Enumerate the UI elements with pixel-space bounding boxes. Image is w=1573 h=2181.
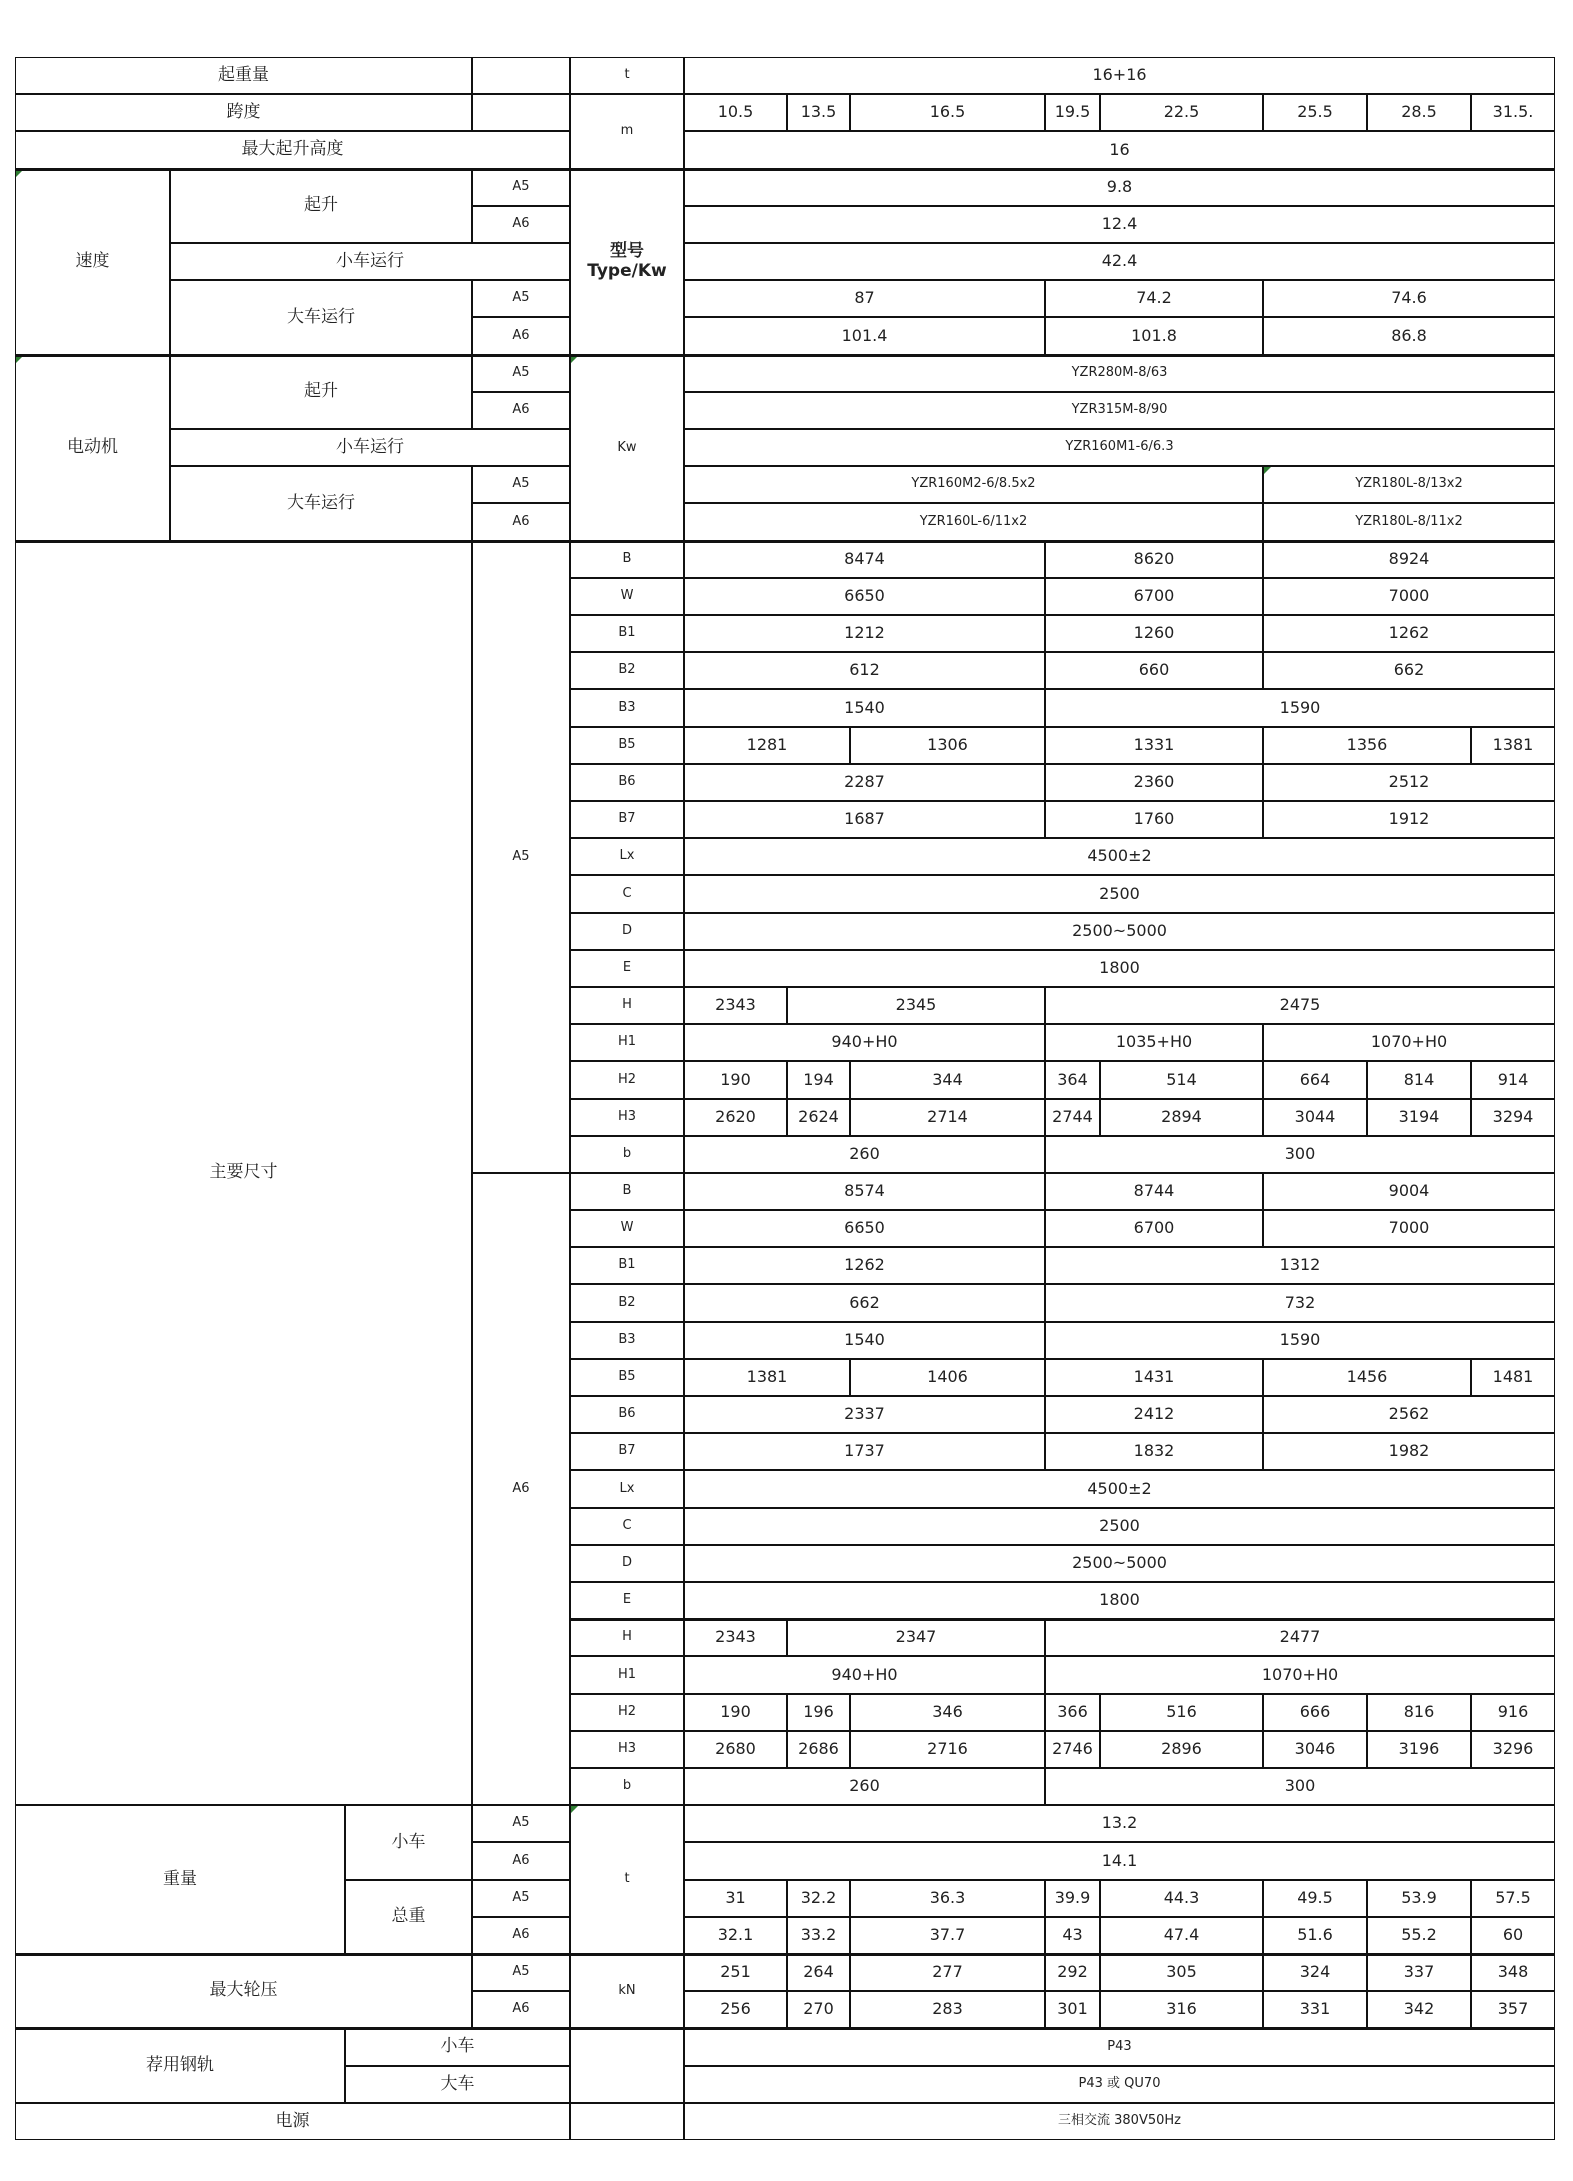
dim-value: 8924 [1263, 541, 1555, 578]
group-label-wheel-load: 最大轮压 [15, 1954, 472, 2028]
wheel-load-value: 331 [1263, 1991, 1367, 2028]
dim-value: 2477 [1045, 1619, 1555, 1656]
label-trolley-weight: 小车 [345, 1805, 472, 1880]
span-value: 13.5 [787, 94, 850, 131]
power-value: 三相交流 380V50Hz [684, 2103, 1555, 2140]
dim-value: 4500±2 [684, 1470, 1555, 1508]
dim-value: 662 [1263, 652, 1555, 689]
motor-model: YZR280M-8/63 [684, 355, 1555, 392]
dim-value: 1035+H0 [1045, 1024, 1263, 1061]
speed-value: 42.4 [684, 243, 1555, 280]
label-hoist: 起升 [170, 169, 472, 243]
dim-value: 6700 [1045, 578, 1263, 615]
dim-value: 662 [684, 1284, 1045, 1322]
weight-value: 55.2 [1367, 1917, 1471, 1954]
weight-value: 32.1 [684, 1917, 787, 1954]
row-label-span: 跨度 [15, 94, 472, 131]
dim-value: 1800 [684, 1582, 1555, 1619]
weight-value: 14.1 [684, 1842, 1555, 1880]
dim-value: 3296 [1471, 1731, 1555, 1768]
wheel-load-value: 251 [684, 1954, 787, 1991]
group-label-speed: 速度 [15, 169, 170, 355]
dim-value: 2686 [787, 1731, 850, 1768]
unit-kn: kN [570, 1954, 684, 2028]
dim-value: 2412 [1045, 1396, 1263, 1433]
cell-comment-marker [16, 356, 23, 363]
dim-value: 7000 [1263, 578, 1555, 615]
dim-label-b6: B6 [570, 764, 684, 801]
grade-a5: A5 [472, 355, 570, 392]
label-rail-trolley: 小车 [345, 2028, 570, 2066]
label-crane-travel: 大车运行 [170, 280, 472, 355]
grade-a5: A5 [472, 1880, 570, 1917]
dim-value: 3044 [1263, 1099, 1367, 1136]
dim-label-w: W [570, 1210, 684, 1247]
dim-label-b: b [570, 1768, 684, 1805]
dim-value: 664 [1263, 1061, 1367, 1099]
span-value: 31.5. [1471, 94, 1555, 131]
section-divider [15, 2027, 1555, 2030]
dim-value: 516 [1100, 1694, 1263, 1731]
dim-value: 2347 [787, 1619, 1045, 1656]
label-total-weight: 总重 [345, 1880, 472, 1954]
span-value: 28.5 [1367, 94, 1471, 131]
dim-label-b3: B3 [570, 689, 684, 727]
dim-value: 1687 [684, 801, 1045, 838]
dim-value: 1331 [1045, 727, 1263, 764]
span-value: 10.5 [684, 94, 787, 131]
dim-value: 1982 [1263, 1433, 1555, 1470]
dim-value: 1431 [1045, 1359, 1263, 1396]
span-value: 16.5 [850, 94, 1045, 131]
dim-value: 190 [684, 1694, 787, 1731]
span-value: 19.5 [1045, 94, 1100, 131]
dim-value: 816 [1367, 1694, 1471, 1731]
section-divider [15, 354, 1555, 357]
dim-value: 2345 [787, 987, 1045, 1024]
dim-value: 1406 [850, 1359, 1045, 1396]
cell-comment-marker [1264, 467, 1271, 474]
weight-value: 37.7 [850, 1917, 1045, 1954]
dim-value: 8474 [684, 541, 1045, 578]
wheel-load-value: 283 [850, 1991, 1045, 2028]
speed-value: 9.8 [684, 169, 1555, 206]
dim-value: 364 [1045, 1061, 1100, 1099]
span-value: 22.5 [1100, 94, 1263, 131]
dim-value: 300 [1045, 1768, 1555, 1805]
unit-kw: Kw [570, 355, 684, 541]
dim-value: 1260 [1045, 615, 1263, 652]
weight-value: 49.5 [1263, 1880, 1367, 1917]
dim-value: 732 [1045, 1284, 1555, 1322]
dim-value: 916 [1471, 1694, 1555, 1731]
wheel-load-value: 305 [1100, 1954, 1263, 1991]
rail-value: P43 [684, 2028, 1555, 2066]
dim-value: 3046 [1263, 1731, 1367, 1768]
grade-a6: A6 [472, 317, 570, 355]
motor-model: YZR160M2-6/8.5x2 [684, 466, 1263, 503]
dim-value: 2287 [684, 764, 1045, 801]
speed-value: 101.8 [1045, 317, 1263, 355]
dim-value: 814 [1367, 1061, 1471, 1099]
dim-value: 1381 [684, 1359, 850, 1396]
weight-value: 43 [1045, 1917, 1100, 1954]
motor-model: YZR160L-6/11x2 [684, 503, 1263, 541]
dim-label-h2: H2 [570, 1061, 684, 1099]
dim-value: 194 [787, 1061, 850, 1099]
weight-value: 36.3 [850, 1880, 1045, 1917]
empty-cell [570, 2028, 684, 2103]
dim-label-h3: H3 [570, 1731, 684, 1768]
weight-value: 47.4 [1100, 1917, 1263, 1954]
weight-value: 57.5 [1471, 1880, 1555, 1917]
dim-value: 344 [850, 1061, 1045, 1099]
dim-value: 2500~5000 [684, 1545, 1555, 1582]
wheel-load-value: 342 [1367, 1991, 1471, 2028]
speed-value: 86.8 [1263, 317, 1555, 355]
label-trolley-travel: 小车运行 [170, 429, 570, 466]
dim-value: 8620 [1045, 541, 1263, 578]
weight-value: 31 [684, 1880, 787, 1917]
grade-a5: A5 [472, 1805, 570, 1842]
motor-model: YZR160M1-6/6.3 [684, 429, 1555, 466]
spec-table [15, 57, 1555, 2140]
dim-value: 4500±2 [684, 838, 1555, 875]
grade-a5: A5 [472, 466, 570, 503]
dim-label-e: E [570, 1582, 684, 1619]
span-value: 25.5 [1263, 94, 1367, 131]
dim-label-w: W [570, 578, 684, 615]
dim-value: 1456 [1263, 1359, 1471, 1396]
lift-height-value: 16 [684, 131, 1555, 169]
weight-value: 39.9 [1045, 1880, 1100, 1917]
grade-a5: A5 [472, 1954, 570, 1991]
dim-value: 6650 [684, 1210, 1045, 1247]
speed-value: 87 [684, 280, 1045, 317]
dim-value: 1262 [684, 1247, 1045, 1284]
dim-value: 2714 [850, 1099, 1045, 1136]
weight-value: 33.2 [787, 1917, 850, 1954]
label-rail-crane: 大车 [345, 2066, 570, 2103]
dim-value: 2360 [1045, 764, 1263, 801]
dim-value: 196 [787, 1694, 850, 1731]
dim-value: 1760 [1045, 801, 1263, 838]
motor-model: YZR315M-8/90 [684, 392, 1555, 429]
group-label-weight: 重量 [15, 1805, 345, 1954]
dim-label-b2: B2 [570, 652, 684, 689]
dim-label-h1: H1 [570, 1656, 684, 1694]
row-label-lift-height: 最大起升高度 [15, 131, 570, 169]
group-label-main-dimensions: 主要尺寸 [15, 541, 472, 1805]
cell-comment-marker [16, 170, 23, 177]
wheel-load-value: 270 [787, 1991, 850, 2028]
wheel-load-value: 301 [1045, 1991, 1100, 2028]
dim-label-h: H [570, 987, 684, 1024]
unit-capacity: t [570, 57, 684, 94]
dim-value: 6650 [684, 578, 1045, 615]
dim-value: 9004 [1263, 1173, 1555, 1210]
dim-label-b: b [570, 1136, 684, 1173]
grade-a6: A6 [472, 503, 570, 541]
wheel-load-value: 256 [684, 1991, 787, 2028]
dim-label-d: D [570, 1545, 684, 1582]
dim-value: 940+H0 [684, 1656, 1045, 1694]
dim-value: 1356 [1263, 727, 1471, 764]
capacity-value: 16+16 [684, 57, 1555, 94]
dim-label-b: B [570, 1173, 684, 1210]
dim-value: 300 [1045, 1136, 1555, 1173]
motor-model: YZR180L-8/13x2 [1263, 466, 1555, 503]
wheel-load-value: 277 [850, 1954, 1045, 1991]
cell-comment-marker [571, 356, 578, 363]
dim-value: 2746 [1045, 1731, 1100, 1768]
dim-value: 1481 [1471, 1359, 1555, 1396]
grade-a5: A5 [472, 280, 570, 317]
wheel-load-value: 292 [1045, 1954, 1100, 1991]
empty-cell [570, 2103, 684, 2140]
section-divider [15, 540, 1555, 543]
dim-value: 1832 [1045, 1433, 1263, 1470]
group-label-rail: 荐用钢轨 [15, 2028, 345, 2103]
dim-value: 6700 [1045, 1210, 1263, 1247]
dim-value: 666 [1263, 1694, 1367, 1731]
dim-value: 2512 [1263, 764, 1555, 801]
dim-value: 3196 [1367, 1731, 1471, 1768]
dim-value: 366 [1045, 1694, 1100, 1731]
section-divider [15, 1953, 1555, 1956]
dim-value: 1381 [1471, 727, 1555, 764]
dim-label-lx: Lx [570, 838, 684, 875]
dim-value: 2337 [684, 1396, 1045, 1433]
dim-label-b6: B6 [570, 1396, 684, 1433]
dim-value: 2475 [1045, 987, 1555, 1024]
dim-label-e: E [570, 950, 684, 987]
dim-value: 8574 [684, 1173, 1045, 1210]
dim-label-h3: H3 [570, 1099, 684, 1136]
section-divider [15, 168, 1555, 171]
dim-label-d: D [570, 913, 684, 950]
grade-a6: A6 [472, 206, 570, 243]
dim-value: 260 [684, 1136, 1045, 1173]
dim-value: 2744 [1045, 1099, 1100, 1136]
dim-label-b3: B3 [570, 1322, 684, 1359]
dim-label-lx: Lx [570, 1470, 684, 1508]
grade-a5: A5 [472, 541, 570, 1173]
dim-label-b1: B1 [570, 615, 684, 652]
dim-label-b: B [570, 541, 684, 578]
dim-value: 1281 [684, 727, 850, 764]
dim-value: 2624 [787, 1099, 850, 1136]
dim-label-b2: B2 [570, 1284, 684, 1322]
dim-label-h2: H2 [570, 1694, 684, 1731]
grade-a6: A6 [472, 392, 570, 429]
grade-a6: A6 [472, 1173, 570, 1805]
weight-value: 44.3 [1100, 1880, 1263, 1917]
dim-value: 1737 [684, 1433, 1045, 1470]
unit-type-kw: 型号 Type/Kw [570, 169, 684, 355]
rail-value: P43 或 QU70 [684, 2066, 1555, 2103]
dim-value: 260 [684, 1768, 1045, 1805]
dim-value: 2896 [1100, 1731, 1263, 1768]
dim-value: 1590 [1045, 1322, 1555, 1359]
wheel-load-value: 316 [1100, 1991, 1263, 2028]
dim-value: 346 [850, 1694, 1045, 1731]
dim-label-b5: B5 [570, 1359, 684, 1396]
dim-value: 2620 [684, 1099, 787, 1136]
dim-value: 2894 [1100, 1099, 1263, 1136]
dim-value: 190 [684, 1061, 787, 1099]
dim-label-h1: H1 [570, 1024, 684, 1061]
section-divider [570, 1618, 1555, 1621]
dim-label-b7: B7 [570, 1433, 684, 1470]
dim-value: 914 [1471, 1061, 1555, 1099]
dim-value: 3194 [1367, 1099, 1471, 1136]
cell-comment-marker [571, 1806, 578, 1813]
grade-a5: A5 [472, 169, 570, 206]
label-hoist: 起升 [170, 355, 472, 429]
dim-label-c: C [570, 1508, 684, 1545]
dim-value: 612 [684, 652, 1045, 689]
speed-value: 12.4 [684, 206, 1555, 243]
weight-value: 32.2 [787, 1880, 850, 1917]
dim-value: 1212 [684, 615, 1045, 652]
weight-value: 60 [1471, 1917, 1555, 1954]
dim-value: 2500~5000 [684, 913, 1555, 950]
grade-a6: A6 [472, 1842, 570, 1880]
dim-value: 2500 [684, 1508, 1555, 1545]
speed-value: 74.6 [1263, 280, 1555, 317]
weight-value: 51.6 [1263, 1917, 1367, 1954]
unit-m: m [570, 94, 684, 169]
label-crane-travel: 大车运行 [170, 466, 472, 541]
dim-value: 2680 [684, 1731, 787, 1768]
dim-value: 2716 [850, 1731, 1045, 1768]
dim-value: 660 [1045, 652, 1263, 689]
dim-label-b5: B5 [570, 727, 684, 764]
dim-label-h: H [570, 1619, 684, 1656]
group-label-motor: 电动机 [15, 355, 170, 541]
dim-value: 2562 [1263, 1396, 1555, 1433]
weight-value: 53.9 [1367, 1880, 1471, 1917]
dim-value: 1070+H0 [1045, 1656, 1555, 1694]
dim-label-c: C [570, 875, 684, 913]
dim-value: 7000 [1263, 1210, 1555, 1247]
empty-cell [472, 57, 570, 94]
speed-value: 74.2 [1045, 280, 1263, 317]
dim-value: 1800 [684, 950, 1555, 987]
row-label-power: 电源 [15, 2103, 570, 2140]
dim-label-b7: B7 [570, 801, 684, 838]
dim-value: 2343 [684, 987, 787, 1024]
wheel-load-value: 324 [1263, 1954, 1367, 1991]
unit-t: t [570, 1805, 684, 1954]
dim-value: 1306 [850, 727, 1045, 764]
wheel-load-value: 337 [1367, 1954, 1471, 1991]
dim-value: 1070+H0 [1263, 1024, 1555, 1061]
grade-a6: A6 [472, 1991, 570, 2028]
dim-value: 514 [1100, 1061, 1263, 1099]
dim-value: 1262 [1263, 615, 1555, 652]
wheel-load-value: 357 [1471, 1991, 1555, 2028]
wheel-load-value: 264 [787, 1954, 850, 1991]
row-label-capacity: 起重量 [15, 57, 472, 94]
dim-value: 2343 [684, 1619, 787, 1656]
dim-value: 3294 [1471, 1099, 1555, 1136]
dim-value: 8744 [1045, 1173, 1263, 1210]
dim-value: 1912 [1263, 801, 1555, 838]
dim-value: 940+H0 [684, 1024, 1045, 1061]
dim-value: 1540 [684, 1322, 1045, 1359]
motor-model: YZR180L-8/11x2 [1263, 503, 1555, 541]
label-trolley-travel: 小车运行 [170, 243, 570, 280]
dim-label-b1: B1 [570, 1247, 684, 1284]
dim-value: 1312 [1045, 1247, 1555, 1284]
grade-a6: A6 [472, 1917, 570, 1954]
dim-value: 2500 [684, 875, 1555, 913]
weight-value: 13.2 [684, 1805, 1555, 1842]
dim-value: 1540 [684, 689, 1045, 727]
empty-cell [472, 94, 570, 131]
wheel-load-value: 348 [1471, 1954, 1555, 1991]
dim-value: 1590 [1045, 689, 1555, 727]
speed-value: 101.4 [684, 317, 1045, 355]
